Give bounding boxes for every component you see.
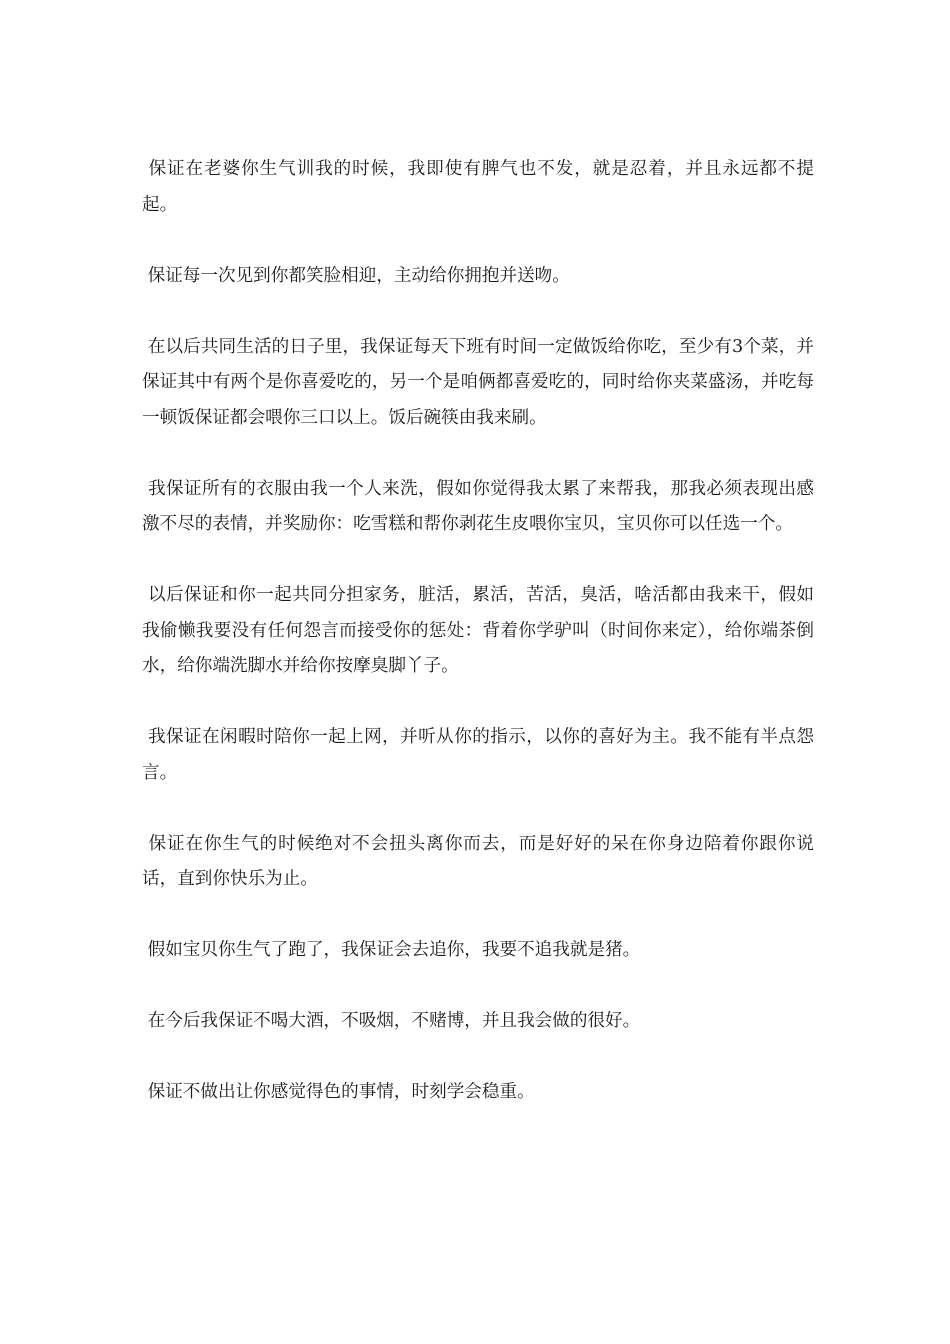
document-body: [142, 152, 814, 1111]
paragraph: 以后保证和你一起共同分担家务，脏活，累活，苦活，臭活，啥活都由我来干，假如我偷懒我要没有任何怨言而接受你的惩处：背着你学驴叫（时间你来定），给你端茶倒水，给你端洗脚水并给你按摩臭脚丫子。: [142, 585, 814, 676]
paragraph: 在以后共同生活的日子里，我保证每天下班有时间一定做饭给你吃，至少有3个菜，并保证其中有两个是你喜爱吃的，另一个是咱俩都喜爱吃的，同时给你夹菜盛汤，并吃每一顿饭保证都会喂你三口以上。饭后碗筷由我来刷。: [142, 336, 815, 428]
paragraph: 假如宝贝你生气了跑了，我保证会去追你，我要不追我就是猪。: [142, 940, 641, 960]
paragraph: 保证每一次见到你都笑脸相迎，主动给你拥抱并送吻。: [142, 265, 570, 286]
paragraph: 我保证所有的衣服由我一个人来洗，假如你觉得我太累了来帮我，那我必须表现出感激不尽的表情，并奖励你：吃雪糕和帮你剥花生皮喂你宝贝，宝贝你可以任选一个。: [142, 478, 814, 534]
paragraph: 在今后我保证不喝大酒，不吸烟，不赌博，并且我会做的很好。: [142, 1011, 641, 1031]
paragraph: 保证在老婆你生气训我的时候，我即使有脾气也不发，就是忍着，并且永远都不提起。: [142, 159, 814, 215]
paragraph: 保证不做出让你感觉得色的事情，时刻学会稳重。: [142, 1082, 535, 1102]
paragraph: 保证在你生气的时候绝对不会扭头离你而去，而是好好的呆在你身边陪着你跟你说话，直到你快乐为止。: [142, 833, 814, 889]
paragraph: 我保证在闲暇时陪你一起上网，并听从你的指示，以你的喜好为主。我不能有半点怨言。: [142, 727, 814, 783]
